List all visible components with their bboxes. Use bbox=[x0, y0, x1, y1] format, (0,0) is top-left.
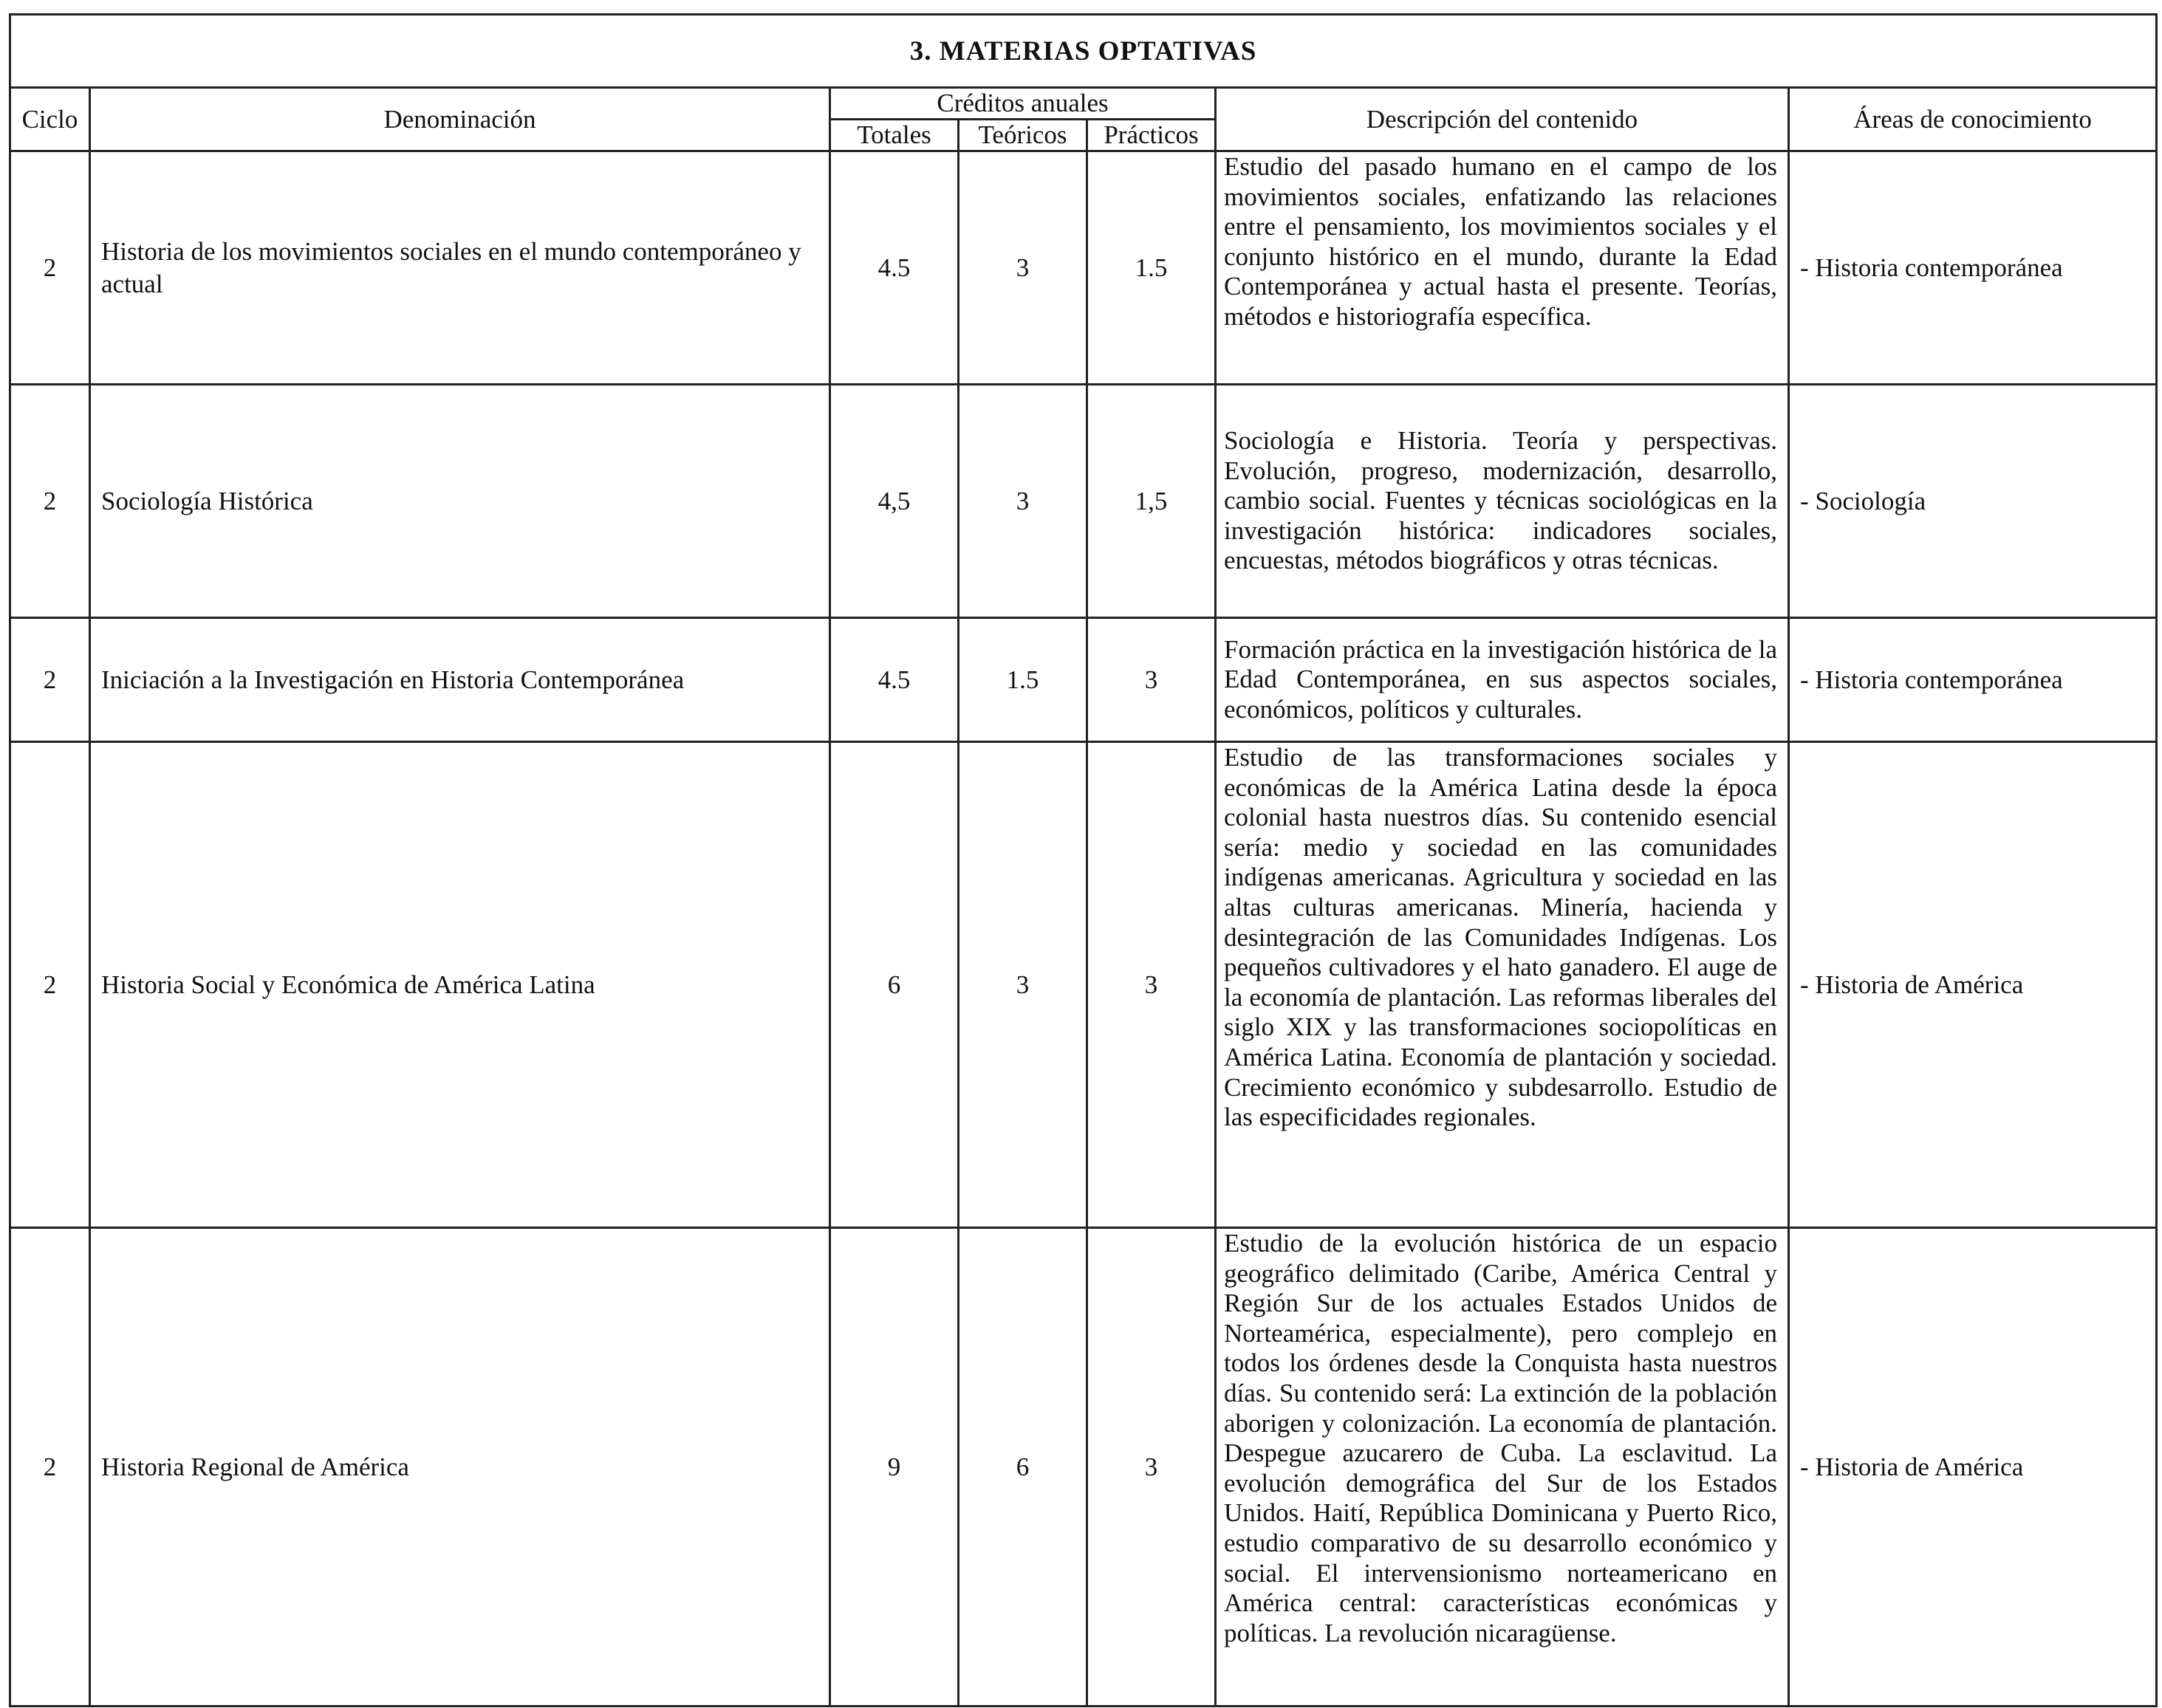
cell-teoricos: 3 bbox=[959, 742, 1087, 1228]
cell-area: - Sociología bbox=[1789, 385, 2157, 618]
cell-descripcion: Estudio de la evolución histórica de un espacio geográfico delimitado (Caribe, América Central y Región Sur de los actuales Estados Unidos de Norteamérica, especialmente), pero complejo en todos los órdenes desde la Conquista hasta nuestros días. Su contenido será: La extinción de la población aborigen y colonización. La economía de plantación. Despegue azucarero de Cuba. La esclavitud. La evolución demográfica del Sur de los Estados Unidos. Haití, República Dominicana y Puerto Rico, estudio comparativo de su desarrollo económico y social. El intervensionismo norteamericano en América central: características económicas y políticas. La revolución nicaragüense. bbox=[1216, 1228, 1789, 1707]
cell-totales: 4.5 bbox=[830, 618, 959, 742]
cell-denominacion: Sociología Histórica bbox=[90, 385, 830, 618]
cell-practicos: 1,5 bbox=[1087, 385, 1216, 618]
cell-ciclo: 2 bbox=[10, 618, 90, 742]
cell-denominacion: Iniciación a la Investigación en Historia Contemporánea bbox=[90, 618, 830, 742]
cell-ciclo: 2 bbox=[10, 742, 90, 1228]
cell-practicos: 3 bbox=[1087, 618, 1216, 742]
header-descripcion: Descripción del contenido bbox=[1216, 88, 1789, 151]
cell-totales: 4.5 bbox=[830, 151, 959, 385]
cell-descripcion: Estudio de las transformaciones sociales y económicas de la América Latina desde la época colonial hasta nuestros días. Su contenido esencial sería: medio y sociedad en las comunidades indígenas americanas. Agricultura y sociedad en las altas culturas americanas. Minería, hacienda y desintegración de las Comunidades Indígenas. Los pequeños cultivadores y el hato ganadero. El auge de la economía de plantación. Las reformas liberales del siglo XIX y las transformaciones sociopolíticas en América Latina. Economía de plantación y sociedad. Crecimiento económico y subdesarrollo. Estudio de las especificidades regionales. bbox=[1216, 742, 1789, 1228]
table-row bbox=[10, 385, 2157, 618]
cell-denominacion: Historia de los movimientos sociales en el mundo contemporáneo y actual bbox=[90, 151, 830, 385]
cell-practicos: 1.5 bbox=[1087, 151, 1216, 385]
cell-area: - Historia de América bbox=[1789, 742, 2157, 1228]
table-row bbox=[10, 1228, 2157, 1707]
header-teoricos: Teóricos bbox=[959, 120, 1087, 151]
header-areas: Áreas de conocimiento bbox=[1789, 88, 2157, 151]
cell-practicos: 3 bbox=[1087, 1228, 1216, 1707]
cell-area: - Historia contemporánea bbox=[1789, 151, 2157, 385]
cell-denominacion: Historia Social y Económica de América Latina bbox=[90, 742, 830, 1228]
header-ciclo: Ciclo bbox=[10, 88, 90, 151]
header-denominacion: Denominación bbox=[90, 88, 830, 151]
cell-area: - Historia contemporánea bbox=[1789, 618, 2157, 742]
header-totales: Totales bbox=[830, 120, 959, 151]
cell-descripcion: Sociología e Historia. Teoría y perspectivas. Evolución, progreso, modernización, desarrollo, cambio social. Fuentes y técnicas sociológicas en la investigación histórica: indicadores sociales, encuestas, métodos biográficos y otras técnicas. bbox=[1216, 385, 1789, 618]
cell-totales: 6 bbox=[830, 742, 959, 1228]
cell-descripcion: Estudio del pasado humano en el campo de los movimientos sociales, enfatizando las relaciones entre el pensamiento, los movimientos sociales y el conjunto histórico en el mundo, durante la Edad Contemporánea y actual hasta el presente. Teorías, métodos e historiografía específica. bbox=[1216, 151, 1789, 385]
table-row bbox=[10, 618, 2157, 742]
cell-ciclo: 2 bbox=[10, 385, 90, 618]
cell-totales: 4,5 bbox=[830, 385, 959, 618]
cell-teoricos: 3 bbox=[959, 385, 1087, 618]
optional-subjects-table bbox=[9, 13, 2158, 1707]
cell-totales: 9 bbox=[830, 1228, 959, 1707]
document-sheet bbox=[9, 13, 2155, 1707]
cell-area: - Historia de América bbox=[1789, 1228, 2157, 1707]
table-row bbox=[10, 742, 2157, 1228]
cell-ciclo: 2 bbox=[10, 151, 90, 385]
table-title: 3. MATERIAS OPTATIVAS bbox=[10, 15, 2157, 88]
cell-teoricos: 1.5 bbox=[959, 618, 1087, 742]
cell-ciclo: 2 bbox=[10, 1228, 90, 1707]
header-practicos: Prácticos bbox=[1087, 120, 1216, 151]
cell-descripcion: Formación práctica en la investigación histórica de la Edad Contemporánea, en sus aspectos sociales, económicos, políticos y culturales. bbox=[1216, 618, 1789, 742]
cell-practicos: 3 bbox=[1087, 742, 1216, 1228]
header-creditos: Créditos anuales bbox=[830, 88, 1216, 120]
cell-teoricos: 6 bbox=[959, 1228, 1087, 1707]
table-row bbox=[10, 151, 2157, 385]
cell-denominacion: Historia Regional de América bbox=[90, 1228, 830, 1707]
cell-teoricos: 3 bbox=[959, 151, 1087, 385]
